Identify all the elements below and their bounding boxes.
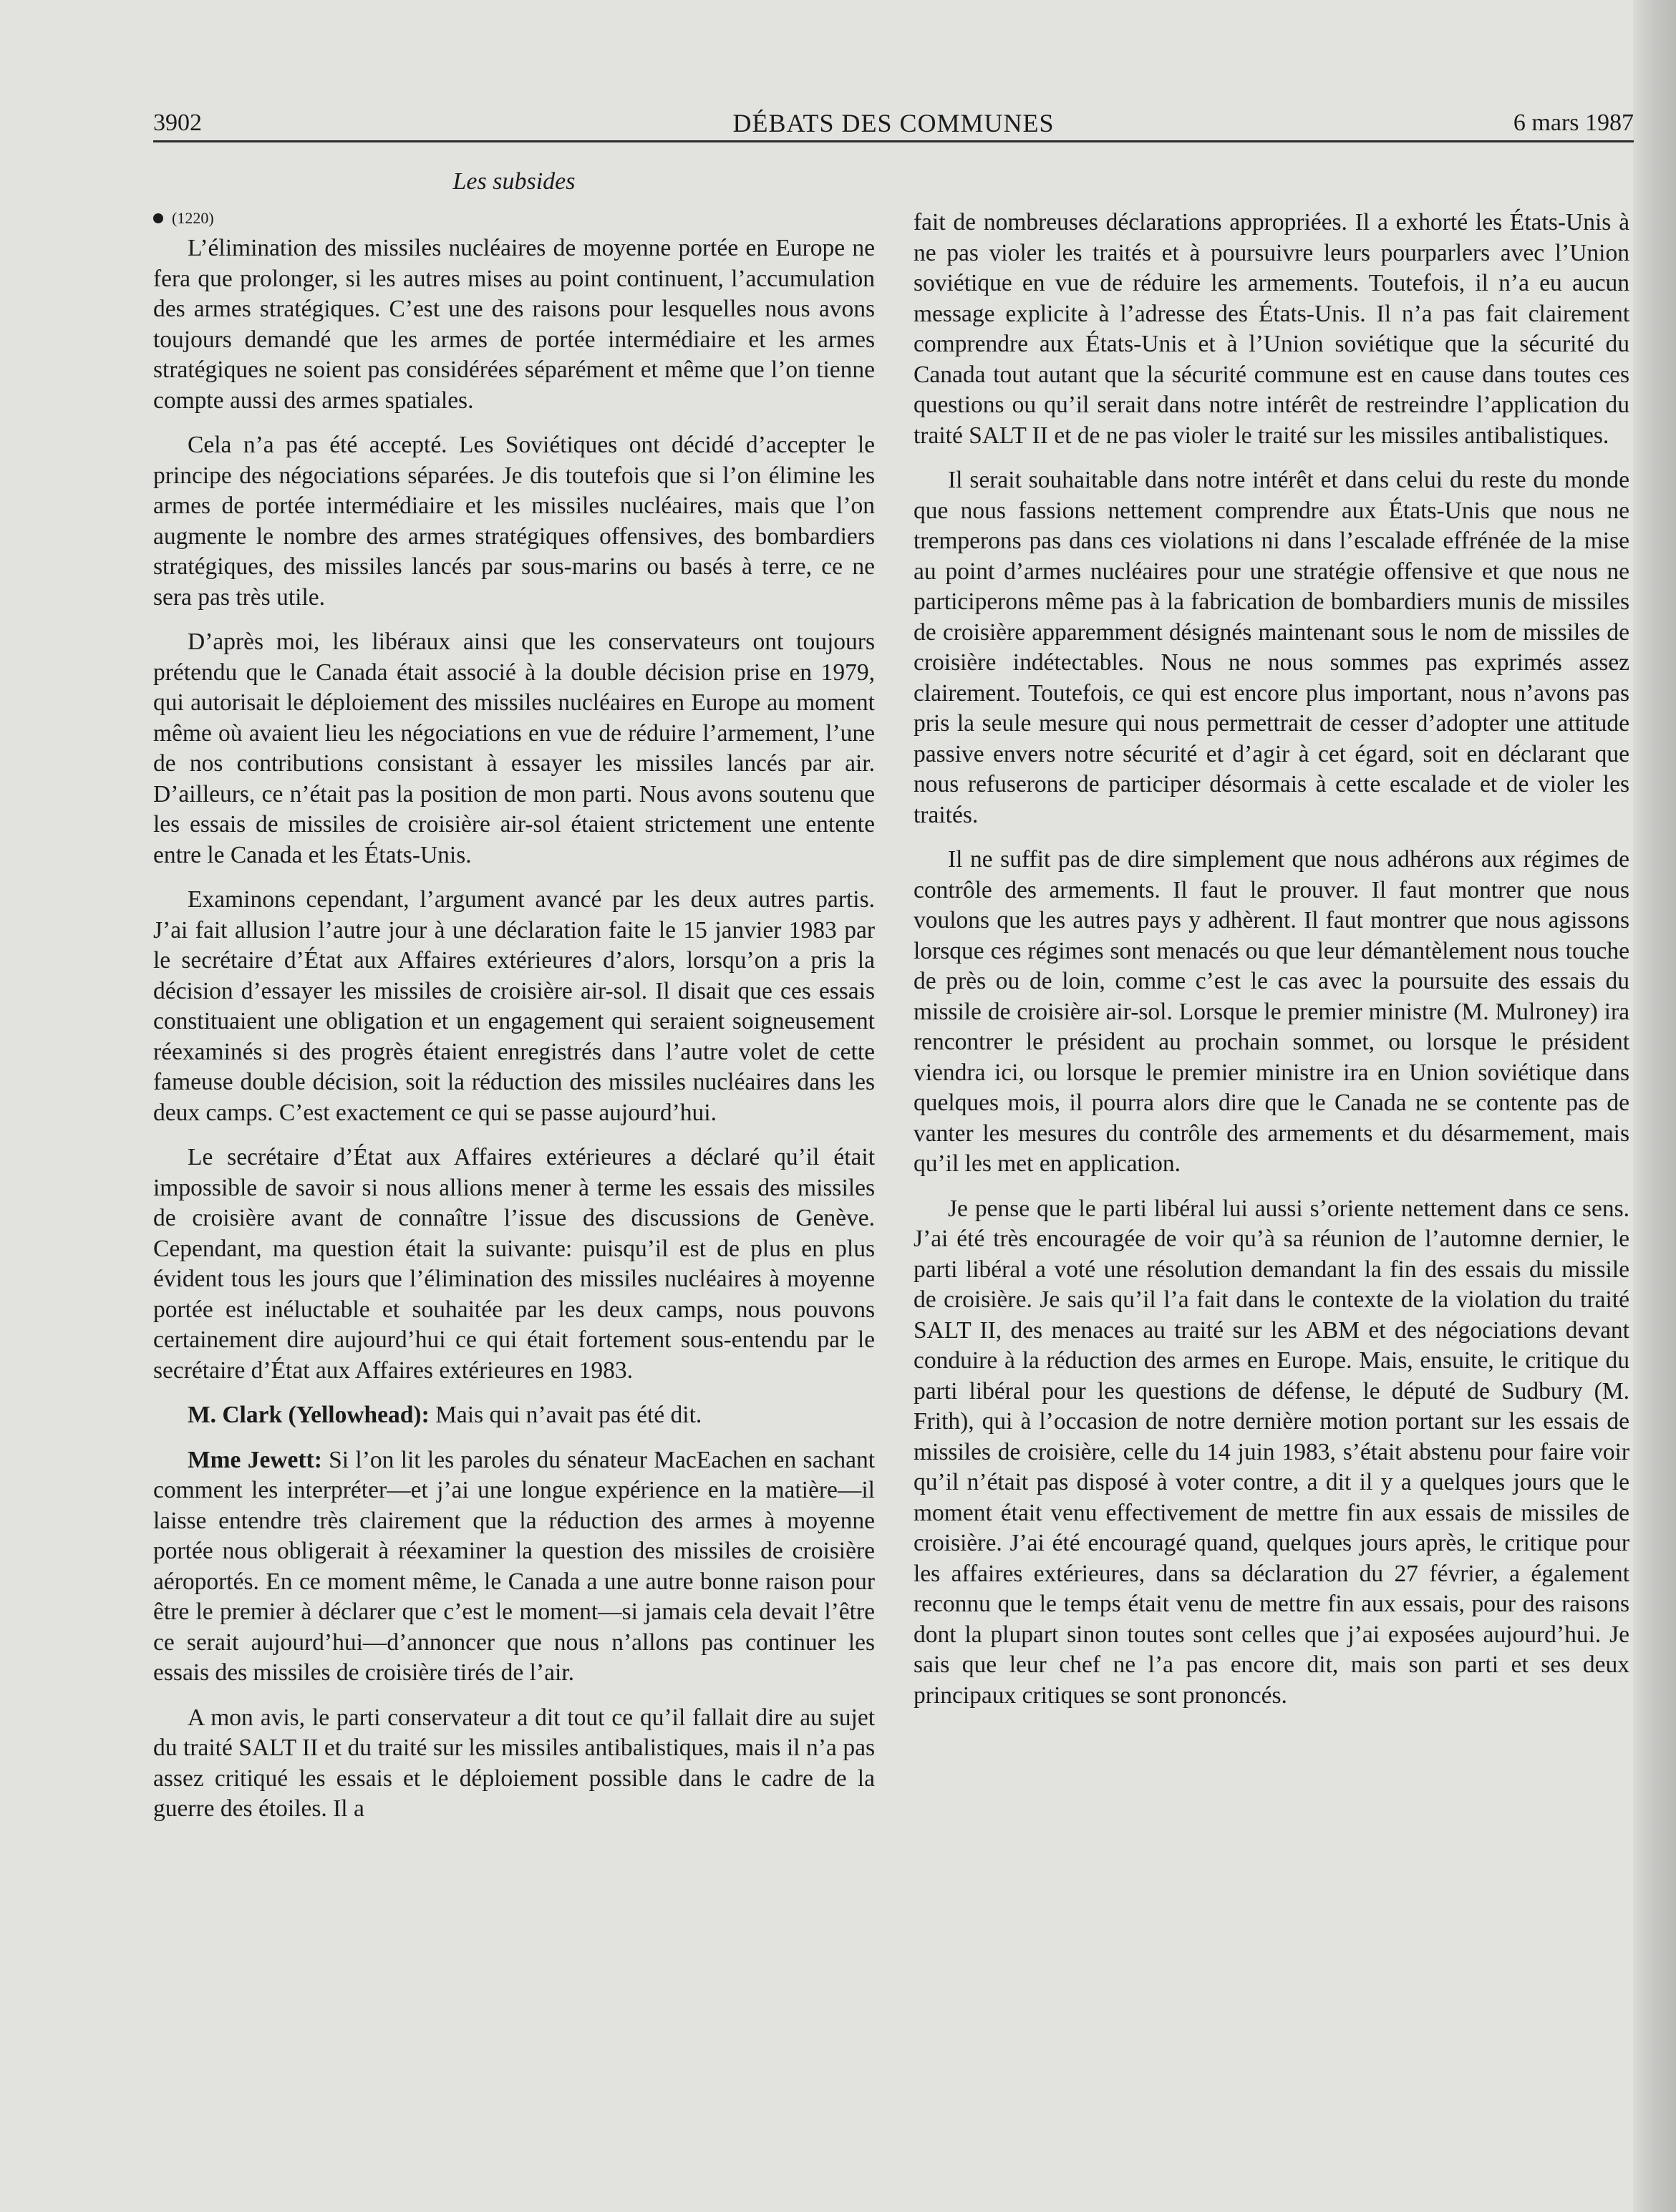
paragraph-continuation: fait de nombreuses déclarations appropriées. Il a exhorté les États-Unis à ne pas violer les traités et à poursuivre leurs pourparlers avec l’Union soviétique en vue de réduire les armements. Toutefois, il n’a eu aucun message explicite à l’adresse des États-Unis. Il n’a pas fait clairement comprendre aux États-Unis et à l’Union soviétique que la sécurité du Canada tout autant que la sécurité commune est en cause dans toutes ces questions ou qu’il serait dans notre intérêt de restreindre l’application du traité SALT II et de ne pas violer le traité sur les missiles antibalistiques. bbox=[914, 209, 1629, 449]
section-title: Les subsides bbox=[452, 168, 576, 195]
paragraph: Le secrétaire d’État aux Affaires extérieures a déclaré qu’il était impossible de savoir si nous allions mener à terme les essais des missiles de croisière avant de connaître l’issue des discussions de Genève. Cependant, ma question était la suivante: puisqu’il est de plus en plus évident tous les jours que l’élimination des missiles nucléaires à moyenne portée est inéluctable et souhaitée par les deux camps, nous pouvons certainement dire aujourd’hui ce qui était fortement sous-entendu par le secrétaire d’État aux Affaires extérieures en 1983. bbox=[153, 1144, 875, 1384]
speaker-name: M. Clark (Yellowhead): bbox=[188, 1402, 430, 1428]
paragraph: Je pense que le parti libéral lui aussi s’oriente nettement dans ce sens. J’ai été très encouragée de voir qu’à sa réunion de l’automne dernier, le parti libéral a voté une résolution demandant la fin des essais du missile de croisière. Je sais qu’il l’a fait dans le contexte de la violation du traité SALT II, des menaces au traité sur les ABM et des négociations devant conduire à la réduction des armes en Europe. Mais, ensuite, le critique du parti libéral pour les questions de défense, le député de Sudbury (M. Frith), qui à l’occasion de notre dernière motion portant sur les essais de missiles de croisière, celle du 14 juin 1983, s’était abstenu pour faire voir qu’il n’était pas disposé à voter contre, a dit il y a quelques jours que le moment était venu effectivement de mettre fin aux essais de missiles de croisière. J’ai été encouragé quand, quelques jours après, le critique pour les affaires extérieures, dans sa déclaration du 27 février, a également reconnu que le temps était venu de mettre fin aux essais, pour des raisons dont la plupart sinon toutes sont celles que j’ai exposées aujourd’hui. Je sais que leur chef ne l’a pas encore dit, mais son parti et ses deux principaux critiques se sont prononcés. bbox=[914, 1195, 1629, 1709]
time-marker-label: (1220) bbox=[172, 209, 214, 227]
paragraph: L’élimination des missiles nucléaires de moyenne portée en Europe ne fera que prolonger, si les autres mises au point continuent, l’accumulation des armes stratégiques. C’est une des raisons pour lesquelles nous avons toujours demandé que les armes de portée intermédiaire et les armes stratégiques ne soient pas considérées séparément et même que l’on tienne compte aussi des armes spatiales. bbox=[153, 235, 875, 414]
left-column bbox=[153, 208, 875, 1839]
speech-paragraph bbox=[153, 1400, 875, 1431]
time-marker bbox=[153, 208, 875, 229]
paragraph: Cela n’a pas été accepté. Les Soviétiques ont décidé d’accepter le principe des négociations séparées. Je dis toutefois que si l’on élimine les armes de portée intermédiaire et les missiles nucléaires, mais que l’on augmente le nombre des armes stratégiques offensives, des bombardiers stratégiques, des missiles lancés par sous-marins ou basés à terre, ce ne sera pas très utile. bbox=[153, 432, 875, 611]
paragraph: A mon avis, le parti conservateur a dit tout ce qu’il fallait dire au sujet du traité SALT II et du traité sur les missiles antibalistiques, mais il n’a pas assez critiqué les essais et le déploiement possible dans le cadre de la guerre des étoiles. Il a bbox=[153, 1704, 875, 1822]
speech-paragraph bbox=[153, 1445, 875, 1689]
paragraph: D’après moi, les libéraux ainsi que les conservateurs ont toujours prétendu que le Canada était associé à la double décision prise en 1979, qui autorisait le déploiement des missiles nucléaires en Europe au moment même où avaient lieu les négociations en vue de réduire l’armement, l’une de nos contributions consistant à essayer les missiles lancés par air. D’ailleurs, ce n’était pas la position de mon parti. Nous avons soutenu que les essais de missiles de croisière air-sol étaient strictement une entente entre le Canada et les États-Unis. bbox=[153, 629, 875, 868]
speech-text: Mais qui n’avait pas été dit. bbox=[435, 1402, 702, 1428]
publication-title: DÉBATS DES COMMUNES bbox=[732, 109, 1055, 137]
page-number: 3902 bbox=[153, 110, 202, 136]
page-edge-shadow bbox=[1633, 0, 1676, 2212]
right-column bbox=[914, 208, 1629, 1725]
speech-text: Si l’on lit les paroles du sénateur MacEachen en sachant comment les interpréter—et j’ai une longue expérience en la matière—il laisse entendre très clairement que la réduction des armes à moyenne portée nous obligerait à réexaminer la question des missiles de croisière aéroportés. En ce moment même, le Canada a une autre bonne raison pour être le premier à déclarer que c’est le moment—si jamais cela devait l’être ce serait aujourd’hui—d’annoncer que nous n’allons pas continuer les essais des missiles de croisière tirés de l’air. bbox=[153, 1446, 876, 1686]
paragraph: Il ne suffit pas de dire simplement que nous adhérons aux régimes de contrôle des armements. Il faut le prouver. Il faut montrer que nous voulons que les autres pays y adhèrent. Il faut montrer que nous agissons lorsque ces régimes sont menacés ou que leur démantèlement nous touche de près ou de loin, comme c’est le cas avec la poursuite des essais du missile de croisière air-sol. Lorsque le premier ministre (M. Mulroney) ira rencontrer le président au prochain sommet, ou lorsque le président viendra ici, ou lorsque le premier ministre ira en Union soviétique dans quelques mois, il pourra alors dire que le Canada ne se contente pas de vanter les mesures du contrôle des armements et du désarmement, mais qu’il les met en application. bbox=[914, 846, 1629, 1177]
bullet-icon bbox=[153, 213, 163, 223]
paragraph: Examinons cependant, l’argument avancé par les deux autres partis. J’ai fait allusion l’autre jour à une déclaration faite le 15 janvier 1983 par le secrétaire d’État aux Affaires extérieures d’alors, lorsqu’on a pris la décision d’essayer les missiles de croisière air-sol. Il disait que ces essais constituaient une obligation et un engagement qui seraient soigneusement réexaminés si des progrès étaient enregistrés dans l’autre volet de cette fameuse double décision, soit la réduction des missiles nucléaires dans les deux camps. C’est exactement ce qui se passe aujourd’hui. bbox=[153, 886, 875, 1126]
running-head bbox=[153, 107, 1634, 142]
speaker-name: Mme Jewett: bbox=[188, 1446, 322, 1473]
paragraph: Il serait souhaitable dans notre intérêt et dans celui du reste du monde que nous fassions nettement comprendre aux États-Unis que nous ne tremperons pas dans ces violations ni dans l’escalade effrénée de la mise au point d’armes nucléaires pour une stratégie offensive et que nous ne participerons même pas à la fabrication de bombardiers munis de missiles de croisière apparemment désignés maintenant sous le nom de missiles de croisière indétectables. Nous ne nous sommes pas exprimés assez clairement. Toutefois, ce qui est encore plus important, nous n’avons pas pris la seule mesure qui nous permettrait de cesser d’adopter une attitude passive envers notre sécurité et d’agir à cet égard, soit en déclarant que nous refuserons de participer désormais à cette escalade et de violer les traités. bbox=[914, 467, 1629, 828]
issue-date: 6 mars 1987 bbox=[1513, 110, 1634, 136]
